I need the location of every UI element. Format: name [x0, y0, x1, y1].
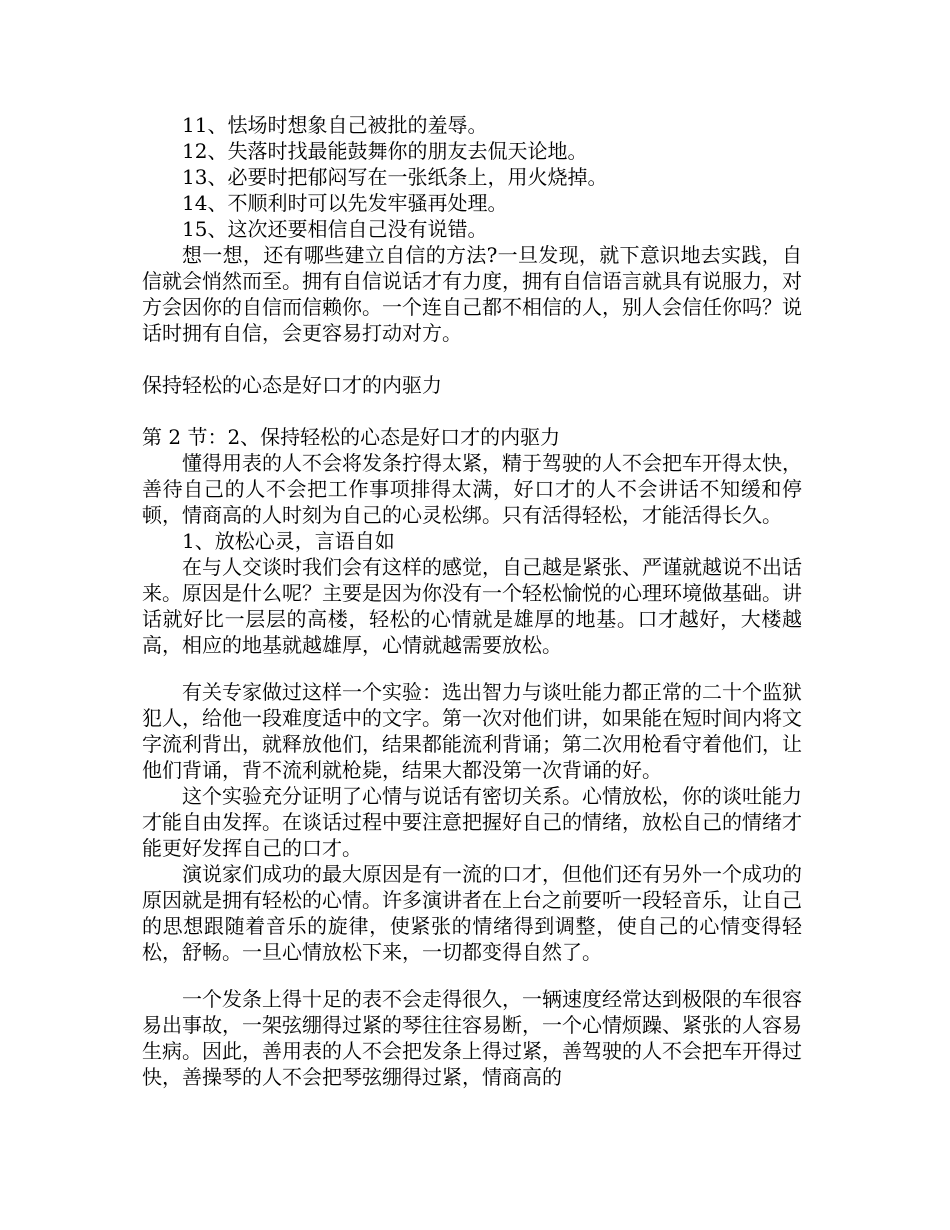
list-item-13: 13、必要时把郁闷写在一张纸条上，用火烧掉。 [182, 165, 608, 189]
spacer [142, 398, 802, 424]
spacer [142, 658, 802, 679]
paragraph-speakers: 演说家们成功的最大原因是有一流的口才，但他们还有另外一个成功的原因就是拥有轻松的心情。许多演讲者在上台之前要听一段轻音乐，让自己的思想跟随着音乐的旋律，使紧张的情绪得到调整，使自己的心情变得轻松，舒畅。一旦心情放松下来，一切都变得自然了。 [142, 862, 802, 964]
list-item-12: 12、失落时找最能鼓舞你的朋友去侃天论地。 [182, 139, 588, 163]
paragraph-intro: 懂得用表的人不会将发条拧得太紧，精于驾驶的人不会把车开得太快，善待自己的人不会把工作事项排得太满，好口才的人不会讲话不知缓和停顿，情商高的人时刻为自己的心灵松绑。只有活得轻松，才能活得长久。 [142, 451, 802, 527]
paragraph-watch: 一个发条上得十足的表不会走得很久，一辆速度经常达到极限的车很容易出事故，一架弦绷得过紧的琴往往容易断，一个心情烦躁、紧张的人容易生病。因此，善用表的人不会把发条上得过紧，善驾驶的人不会把车开得过快，善操琴的人不会把琴弦绷得过紧，情商高的 [142, 987, 802, 1089]
document-body [142, 112, 802, 1090]
list-item-14: 14、不顺利时可以先发牢骚再处理。 [182, 191, 508, 215]
point-heading: 1、放松心灵，言语自如 [182, 529, 395, 553]
section-heading: 保持轻松的心态是好口才的内驱力 [142, 373, 442, 397]
list-item-15: 15、这次还要相信自己没有说错。 [182, 217, 488, 241]
subsection-heading: 第 2 节：2、保持轻松的心态是好口才的内驱力 [142, 425, 561, 449]
paragraph-confidence: 想一想，还有哪些建立自信的方法?一旦发现，就下意识地去实践，自信就会悄然而至。拥有自信说话才有力度，拥有自信语言就具有说服力，对方会因你的自信而信赖你。一个连自己都不相信的人，别人会信任你吗？说话时拥有自信，会更容易打动对方。 [142, 243, 802, 345]
spacer [142, 965, 802, 986]
paragraph-proof: 这个实验充分证明了心情与说话有密切关系。心情放松，你的谈吐能力才能自由发挥。在谈话过程中要注意把握好自己的情绪，放松自己的情绪才能更好发挥自己的口才。 [142, 784, 802, 860]
list-item-11: 11、怯场时想象自己被批的羞辱。 [182, 113, 488, 137]
paragraph-experiment: 有关专家做过这样一个实验：选出智力与谈吐能力都正常的二十个监狱犯人，给他一段难度适中的文字。第一次对他们讲，如果能在短时间内将文字流利背出，就释放他们，结果都能流利背诵；第二次用枪看守着他们，让他们背诵，背不流利就枪毙，结果大都没第一次背诵的好。 [142, 680, 802, 782]
paragraph-tension: 在与人交谈时我们会有这样的感觉，自己越是紧张、严谨就越说不出话来。原因是什么呢？主要是因为你没有一个轻松愉悦的心理环境做基础。讲话就好比一层层的高楼，轻松的心情就是雄厚的地基。口才越好，大楼越高，相应的地基就越雄厚，心情就越需要放松。 [142, 555, 802, 657]
spacer [142, 346, 802, 372]
